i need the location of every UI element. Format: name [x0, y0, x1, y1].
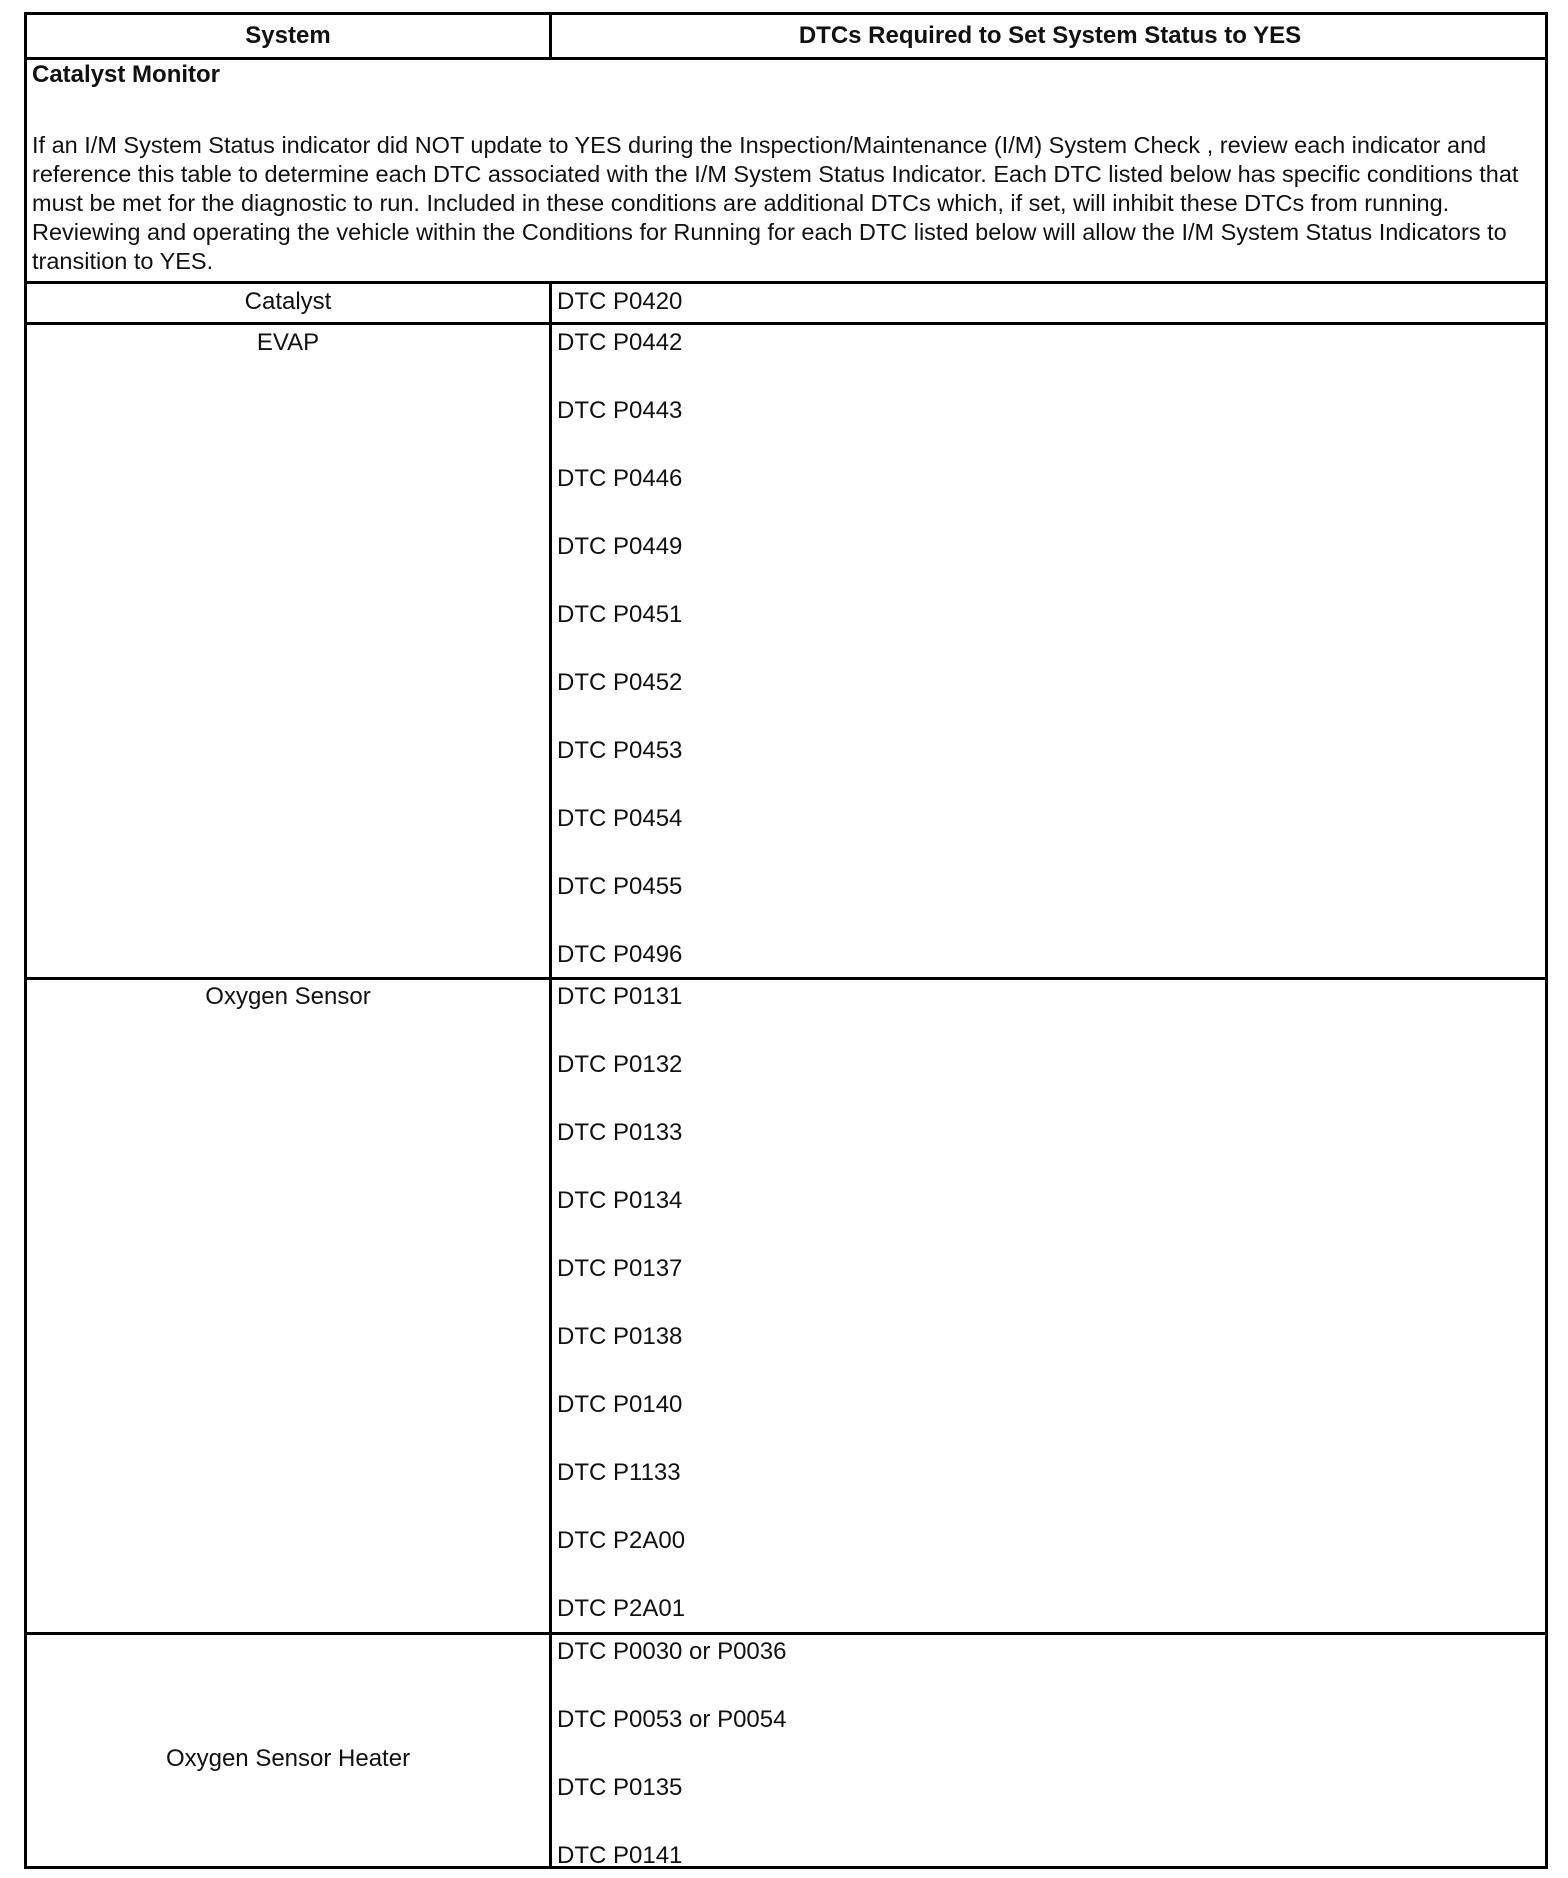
dtc-code: DTC P0449	[557, 533, 683, 560]
row-rule	[27, 1632, 1545, 1635]
dtc-code: DTC P0452	[557, 669, 683, 696]
dtc-code: DTC P0030 or P0036	[557, 1638, 787, 1665]
dtc-code: DTC P0137	[557, 1255, 683, 1282]
dtc-code: DTC P0496	[557, 941, 683, 968]
dtc-code: DTC P0453	[557, 737, 683, 764]
dtc-code: DTC P0451	[557, 601, 683, 628]
system-oxygen-sensor: Oxygen Sensor	[205, 983, 371, 1010]
dtc-code: DTC P0134	[557, 1187, 683, 1214]
dtc-table	[24, 12, 1548, 1869]
dtc-code: DTC P0140	[557, 1391, 683, 1418]
dtc-code: DTC P0455	[557, 873, 683, 900]
dtc-code: DTC P1133	[557, 1459, 681, 1486]
dtc-code: DTC P0443	[557, 397, 683, 424]
dtc-code: DTC P0132	[557, 1051, 683, 1078]
dtc-code: DTC P0138	[557, 1323, 683, 1350]
row-rule	[27, 977, 1545, 980]
dtc-code: DTC P0141	[557, 1842, 683, 1869]
system-catalyst: Catalyst	[244, 288, 332, 315]
section-rule	[27, 281, 1545, 284]
dtc-code: DTC P2A00	[557, 1527, 686, 1554]
dtc-code: DTC P0135	[557, 1774, 683, 1801]
header-divider	[549, 15, 552, 57]
dtc-code: DTC P0454	[557, 805, 683, 832]
header-dtcs: DTCs Required to Set System Status to YES	[798, 22, 1302, 49]
dtc-code: DTC P0442	[557, 329, 683, 356]
header-rule	[27, 57, 1545, 60]
dtc-code: DTC P0131	[557, 983, 683, 1010]
section-description: If an I/M System Status indicator did NOT update to YES during the Inspection/Maintenance (I/M) System Check , review each indicator and reference this table to determine each DTC associated with the I/M System Status Indicator. Each DTC listed below has specific conditions that must be met for the diagnostic to run. Included in these conditions are additional DTCs which, if set, will inhibit these DTCs from running. Reviewing and operating the vehicle within the Conditions for Running for each DTC listed below will allow the I/M System Status Indicators to transition to YES.	[32, 132, 1519, 274]
system-evap: EVAP	[256, 329, 320, 356]
dtc-code: DTC P0446	[557, 465, 683, 492]
dtc-code: DTC P0053 or P0054	[557, 1706, 787, 1733]
dtc-code: DTC P0420	[557, 288, 683, 315]
header-system: System	[245, 22, 331, 49]
dtc-code: DTC P2A01	[557, 1595, 686, 1622]
section-title: Catalyst Monitor	[32, 61, 221, 88]
dtc-code: DTC P0133	[557, 1119, 683, 1146]
system-oxygen-sensor-heater: Oxygen Sensor Heater	[165, 1745, 411, 1772]
row-rule	[27, 322, 1545, 325]
